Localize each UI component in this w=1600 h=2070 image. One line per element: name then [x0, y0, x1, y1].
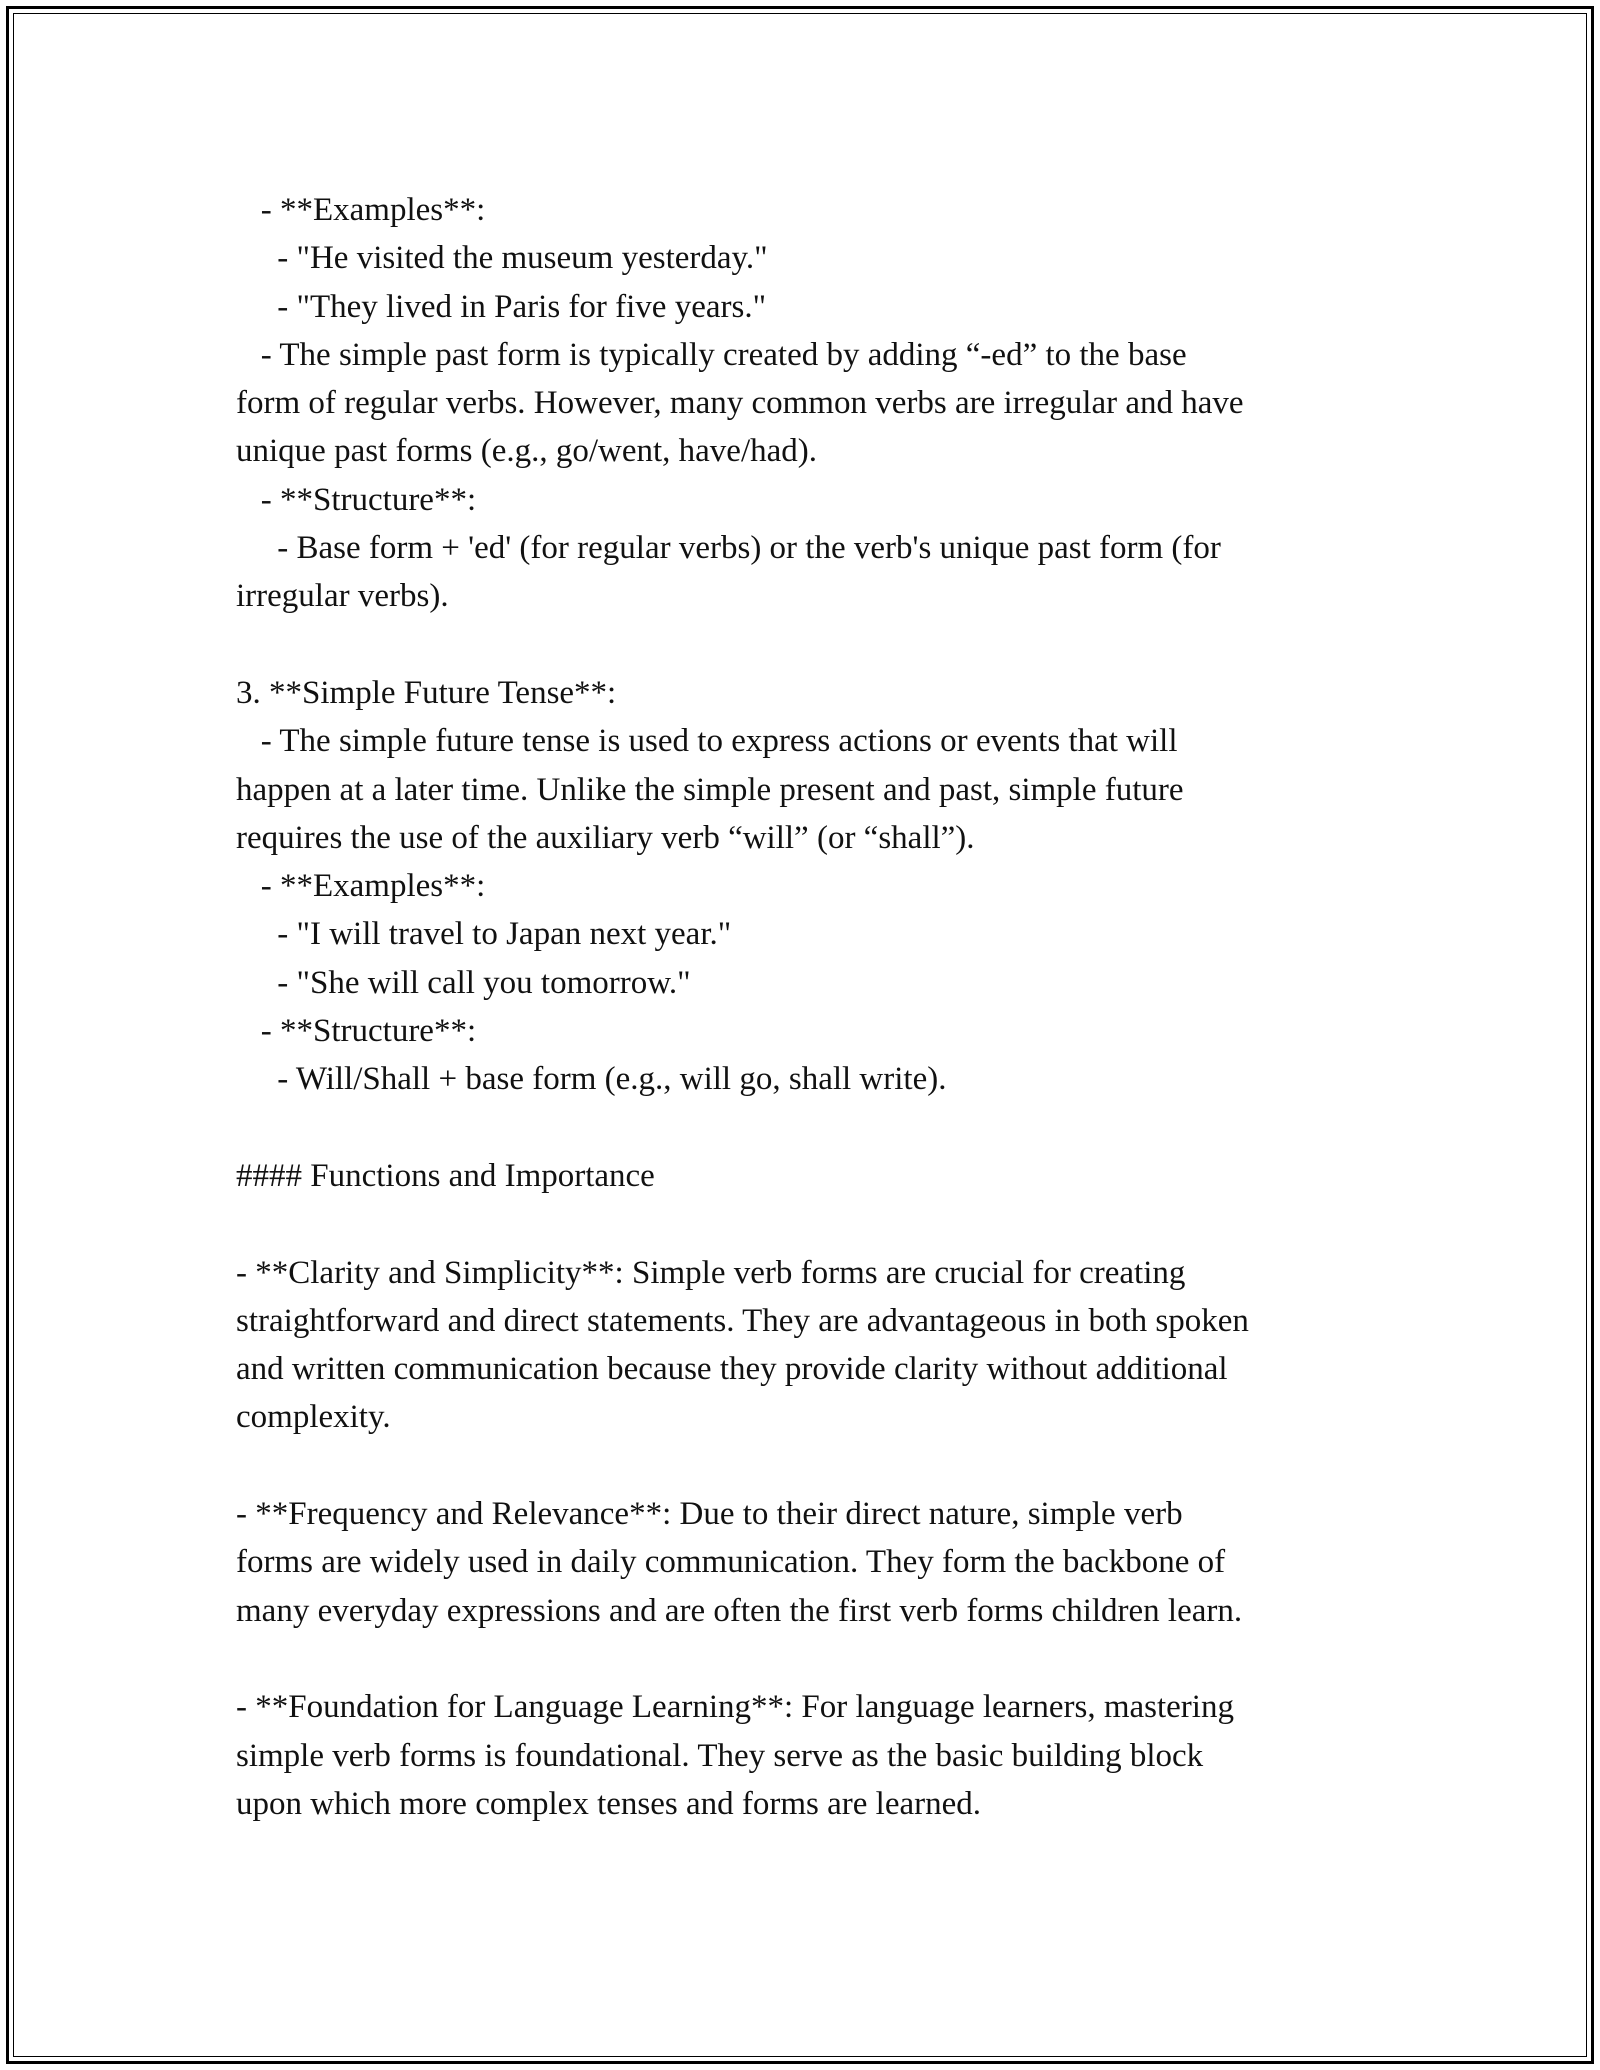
example-item: - "He visited the museum yesterday.": [236, 240, 768, 277]
example-item: - "I will travel to Japan next year.": [236, 916, 732, 953]
section-heading-simple-future: 3. **Simple Future Tense**:: [236, 674, 617, 711]
section-heading-functions: #### Functions and Importance: [236, 1157, 655, 1194]
bullet-clarity: - **Clarity and Simplicity**: Simple verb forms are crucial for creating: [236, 1254, 1186, 1291]
body-text-line: irregular verbs).: [236, 578, 449, 615]
document-body: [236, 186, 1376, 1828]
body-text-line: form of regular verbs. However, many common verbs are irregular and have: [236, 385, 1244, 422]
body-text-line: simple verb forms is foundational. They serve as the basic building block: [236, 1737, 1204, 1774]
bullet-frequency: - **Frequency and Relevance**: Due to their direct nature, simple verb: [236, 1496, 1183, 1533]
body-text-line: straightforward and direct statements. They are advantageous in both spoken: [236, 1302, 1249, 1339]
body-text-line: happen at a later time. Unlike the simple present and past, simple future: [236, 771, 1184, 808]
blank-line: [236, 1200, 1376, 1248]
body-text-line: complexity.: [236, 1399, 391, 1436]
body-text-line: - The simple past form is typically created by adding “-ed” to the base: [236, 336, 1187, 373]
body-text-line: requires the use of the auxiliary verb “will” (or “shall”).: [236, 819, 975, 856]
blank-line: [236, 1635, 1376, 1683]
structure-item: - Will/Shall + base form (e.g., will go, shall write).: [236, 1061, 947, 1098]
bullet-foundation: - **Foundation for Language Learning**: For language learners, mastering: [236, 1689, 1234, 1726]
blank-line: [236, 1442, 1376, 1490]
body-text-line: unique past forms (e.g., go/went, have/had).: [236, 433, 818, 470]
structure-item: - Base form + 'ed' (for regular verbs) or the verb's unique past form (for: [236, 530, 1221, 567]
example-item: - "They lived in Paris for five years.": [236, 288, 767, 325]
blank-line: [236, 621, 1376, 669]
structure-heading: - **Structure**:: [236, 1013, 477, 1050]
structure-heading: - **Structure**:: [236, 481, 477, 518]
body-text-line: - The simple future tense is used to express actions or events that will: [236, 723, 1178, 760]
body-text-line: upon which more complex tenses and forms are learned.: [236, 1785, 981, 1822]
blank-line: [236, 1104, 1376, 1152]
body-text-line: and written communication because they provide clarity without additional: [236, 1351, 1228, 1388]
body-text-line: many everyday expressions and are often the first verb forms children learn.: [236, 1592, 1243, 1629]
examples-heading: - **Examples**:: [236, 868, 486, 905]
example-item: - "She will call you tomorrow.": [236, 964, 691, 1001]
body-text-line: forms are widely used in daily communication. They form the backbone of: [236, 1544, 1226, 1581]
examples-heading: - **Examples**:: [236, 192, 486, 228]
